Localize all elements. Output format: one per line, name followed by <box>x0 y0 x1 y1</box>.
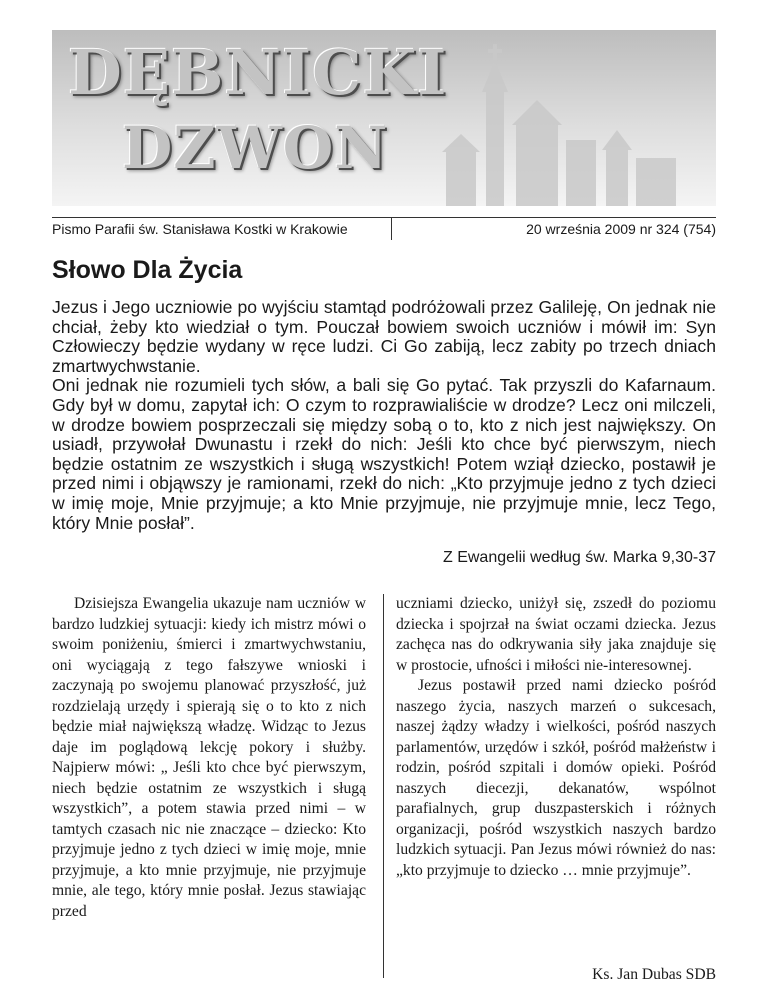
gospel-paragraph-2: Oni jednak nie rozumieli tych słów, a bali się Go pytać. Tak przyszli do Kafarnaum. Gdy był w domu, zapytał ich: O czym to rozprawialiście w drodze? Lecz oni milczeli, w drodze bowiem posprzeczali się między sobą o to, kto z nich jest największy. On usiadł, przywołał Dwunastu i rzekł do nich: Jeśli kto chce być pierwszym, niech będzie ostatnim ze wszystkich i sługą wszystkich! Potem wziął dziecko, postawił je przed nimi i objąwszy je ramionami, rzekł do nich: „Kto przyjmuje jedno z tych dzieci w imię moje, Mnie przyjmuje; a kto Mnie przyjmuje, nie przyjmuje mnie, lecz Tego, który Mnie posłał”. <box>52 375 716 533</box>
subheader-divider <box>391 218 392 240</box>
subheader <box>52 217 716 240</box>
commentary-paragraph: Jezus postawił przed nami dziecko pośród naszego życia, naszych marzeń o sukcesach, naszej żądzy władzy i wielkości, pośród naszych parlamentów, urzędów i szkół, pośród małżeństw i rodzin, pośród szpitali i domów opieki. Pośród naszych diecezji, dekanatów, wspólnot parafialnych, grup duszpasterskich i różnych organizacji, pośród wszystkich naszych bardzo ludzkich sytuacji. Pan Jezus mówi również do nas: „kto przyjmuje to dziecko … mnie przyjmuje”. <box>396 677 716 879</box>
gospel-source: Z Ewangelii według św. Marka 9,30-37 <box>442 549 716 566</box>
column-divider <box>383 594 384 978</box>
page-title: Słowo Dla Życia <box>52 256 243 284</box>
masthead <box>52 30 716 206</box>
commentary-column-1 <box>52 594 366 922</box>
church-skyline-illustration <box>416 30 716 206</box>
author-signature: Ks. Jan Dubas SDB <box>592 966 716 983</box>
masthead-title-line2: DZWON <box>122 114 389 182</box>
parish-name: Pismo Parafii św. Stanisława Kostki w Krakowie <box>52 221 348 237</box>
issue-date: 20 września 2009 nr 324 (754) <box>526 221 716 237</box>
gospel-text <box>52 298 716 533</box>
masthead-title-line1: DĘBNICKI <box>68 36 448 109</box>
commentary-paragraph-continued: uczniami dziecko, uniżył się, zszedł do poziomu dziecka i spojrzał na świat oczami dziecka. Jezus zachęca nas do odkrywania siły jaka znajduje się w prostocie, ufności i miłości nie-interesownej. <box>396 595 716 674</box>
commentary-column-2 <box>396 594 716 881</box>
gospel-paragraph-1: Jezus i Jego uczniowie po wyjściu stamtąd podróżowali przez Galileję, On jednak nie chciał, żeby kto wiedział o tym. Pouczał bowiem swoich uczniów i mówił im: Syn Człowieczy będzie wydany w ręce ludzi. Ci Go zabiją, lecz zabity po trzech dniach zmartwychwstanie. <box>52 297 716 376</box>
commentary-paragraph: Dzisiejsza Ewangelia ukazuje nam uczniów w bardzo ludzkiej sytuacji: kiedy ich mistrz mówi o swoim poniżeniu, śmierci i zmartwychwstaniu, oni wyciągają z tego fałszywe wnioski i zaczynają po swojemu planować przyszłość, już rozdzielają urzędy i spierają się o to kto z nich będzie miał największą władzę. Widząc to Jezus daje im poglądową lekcję pokory i służby. Najpierw mówi: „ Jeśli kto chce być pierwszym, niech będzie ostatnim ze wszystkich i sługą wszystkich”, a potem stawia przed nimi – w tamtych czasach nic nie znaczące – dziecko: Kto przyjmuje jedno z tych dzieci w imię moje, mnie przyjmuje, a kto mnie przyjmuje, nie przyjmuje mnie, ale tego, który mnie posłał. Jezus stawiając przed <box>52 595 366 920</box>
